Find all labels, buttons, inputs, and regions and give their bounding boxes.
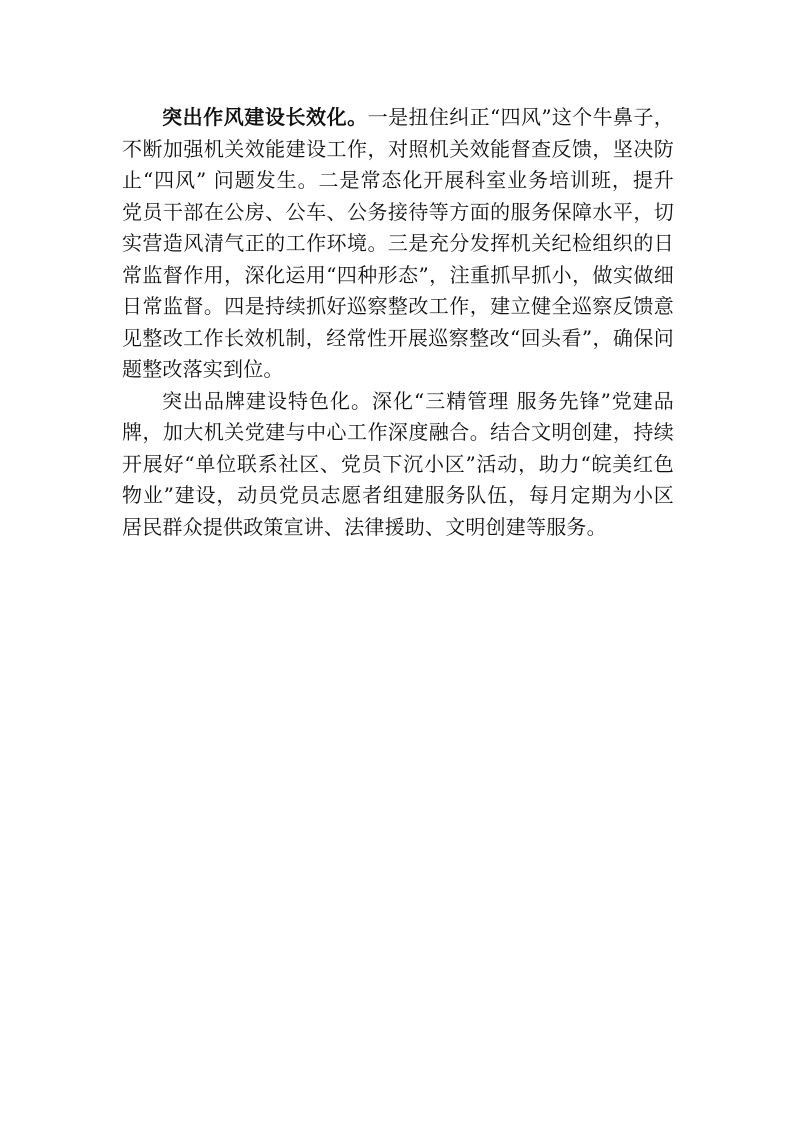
paragraph-style-building [122,102,674,386]
paragraph-heading-brand-building: 突出品牌建设特色化。 [162,388,372,413]
paragraph-text-brand-building: 深化“三精管理 服务先锋”党建品牌，加大机关党建与中心工作深度融合。结合文明创建，持续开展好“单位联系社区、党员下沉小区”活动，助力“皖美红色物业”建设，动员党员志愿者组建服务队伍，每月定期为小区居民群众提供政策宣讲、法律援助、文明创建等服务。 [122,388,674,539]
paragraph-brand-building [122,386,674,544]
paragraph-heading-style-building: 突出作风建设长效化。 [162,105,368,129]
document-body [122,102,674,543]
paragraph-text-style-building: 一是扭住纠正“四风”这个牛鼻子，不断加强机关效能建设工作，对照机关效能督查反馈，坚决防止“四风” 问题发生。二是常态化开展科室业务培训班，提升党员干部在公房、公车、公务接待等方面的服务保障水平，切实营造风清气正的工作环境。三是充分发挥机关纪检组织的日常监督作用，深化运用“四种形态”，注重抓早抓小，做实做细日常监督。四是持续抓好巡察整改工作，建立健全巡察反馈意见整改工作长效机制，经常性开展巡察整改“回头看”，确保问题整改落实到位。 [122,105,675,381]
